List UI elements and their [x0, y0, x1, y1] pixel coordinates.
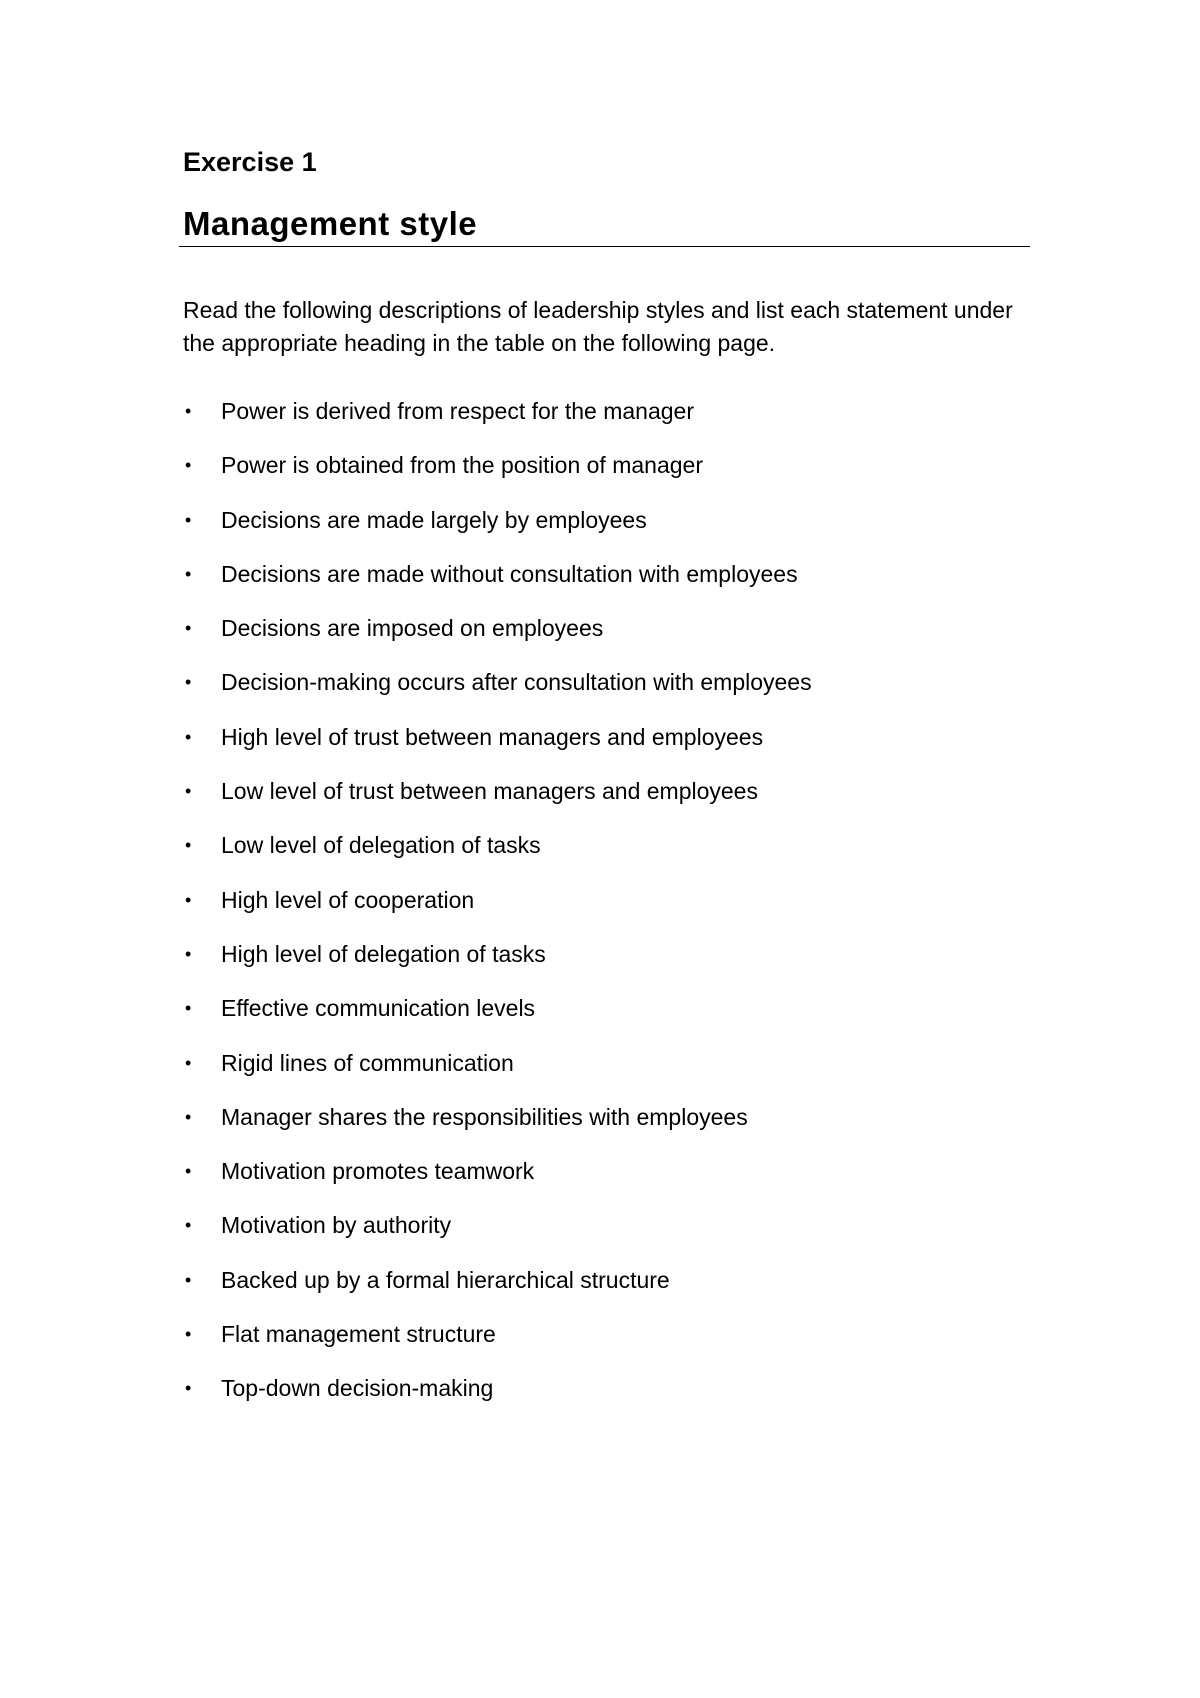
title-underline-divider: [179, 246, 1030, 247]
exercise-label: Exercise 1: [183, 147, 317, 177]
statement-list: [183, 396, 812, 1428]
section-title: Management style: [183, 205, 478, 242]
bullet-icon: •: [185, 781, 192, 802]
statement-text: Manager shares the responsibilities with employees: [221, 1103, 748, 1130]
bullet-icon: •: [185, 509, 192, 530]
statement-list-item: [183, 939, 812, 993]
statement-list-item: [183, 613, 812, 667]
statement-list-item: [183, 993, 812, 1047]
statement-text: High level of cooperation: [221, 886, 475, 913]
statement-list-item: [183, 830, 812, 884]
statement-text: Power is obtained from the position of manager: [221, 452, 703, 479]
bullet-icon: •: [185, 563, 192, 584]
bullet-icon: •: [185, 726, 192, 747]
statement-text: Decisions are made largely by employees: [221, 506, 647, 533]
bullet-icon: •: [185, 455, 192, 476]
bullet-icon: •: [185, 998, 192, 1019]
statement-list-item: [183, 1156, 812, 1210]
statement-text: Decisions are made without consultation with employees: [221, 560, 798, 587]
bullet-icon: •: [185, 1324, 192, 1345]
statement-list-item: [183, 885, 812, 939]
bullet-icon: •: [185, 672, 192, 693]
instructions-paragraph: Read the following descriptions of leadership styles and list each statement under the appropriate heading in the table on the following page.: [183, 297, 1013, 356]
statement-list-item: [183, 505, 812, 559]
statement-text: Motivation promotes teamwork: [221, 1158, 535, 1185]
statement-text: Decision-making occurs after consultation with employees: [221, 669, 812, 696]
bullet-icon: •: [185, 1378, 192, 1399]
bullet-icon: •: [185, 618, 192, 639]
statement-text: Decisions are imposed on employees: [221, 615, 604, 642]
statement-text: High level of delegation of tasks: [221, 940, 546, 967]
statement-list-item: [183, 1102, 812, 1156]
statement-list-item: [183, 1048, 812, 1102]
statement-list-item: [183, 722, 812, 776]
statement-list-item: [183, 1319, 812, 1373]
bullet-icon: •: [185, 835, 192, 856]
bullet-icon: •: [185, 943, 192, 964]
statement-list-item: [183, 667, 812, 721]
bullet-icon: •: [185, 1052, 192, 1073]
bullet-icon: •: [185, 1215, 192, 1236]
statement-text: Low level of delegation of tasks: [221, 832, 541, 859]
statement-text: Top-down decision-making: [221, 1375, 494, 1402]
statement-text: Low level of trust between managers and employees: [221, 778, 758, 805]
bullet-icon: •: [185, 1106, 192, 1127]
statement-list-item: [183, 1265, 812, 1319]
bullet-icon: •: [185, 889, 192, 910]
bullet-icon: •: [185, 401, 192, 421]
statement-list-item: [183, 396, 812, 450]
statement-text: Effective communication levels: [221, 995, 536, 1022]
statement-text: High level of trust between managers and employees: [221, 723, 764, 750]
statement-text: Backed up by a formal hierarchical structure: [221, 1266, 670, 1293]
statement-list-item: [183, 1373, 812, 1427]
statement-text: Motivation by authority: [221, 1212, 452, 1239]
statement-list-item: [183, 450, 812, 504]
statement-list-item: [183, 776, 812, 830]
bullet-icon: •: [185, 1161, 192, 1182]
statement-text: Power is derived from respect for the manager: [221, 398, 694, 424]
statement-list-item: [183, 1210, 812, 1264]
statement-text: Flat management structure: [221, 1321, 496, 1348]
statement-text: Rigid lines of communication: [221, 1049, 514, 1076]
bullet-icon: •: [185, 1269, 192, 1290]
statement-list-item: [183, 559, 812, 613]
